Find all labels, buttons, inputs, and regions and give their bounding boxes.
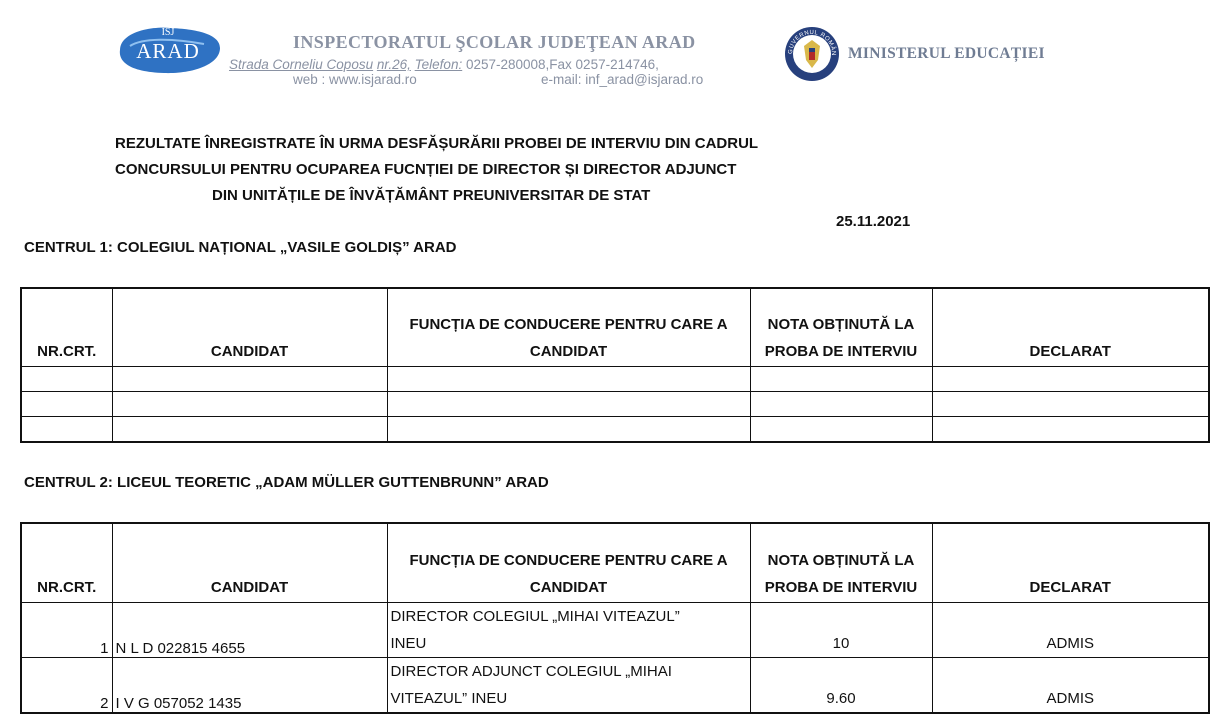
cell-nr: 1 — [21, 602, 112, 657]
address-street: Strada Corneliu Coposu — [229, 57, 374, 72]
header-functia-line-2: CANDIDAT — [529, 578, 608, 596]
isj-arad-logo — [112, 24, 224, 76]
cell-declarat: ADMIS — [932, 657, 1209, 713]
cell-functia-line-2: INEU — [390, 634, 427, 652]
phone-fax: 0257-280008,Fax 0257-214746, — [465, 57, 659, 72]
institution-web: web : www.isjarad.ro — [293, 72, 417, 87]
table-row — [21, 391, 1209, 416]
centre-1-table — [20, 287, 1210, 443]
header-functia — [387, 523, 750, 602]
header-nota — [750, 523, 932, 602]
institution-address — [229, 57, 659, 72]
cell-functia — [387, 602, 750, 657]
header-functia — [387, 288, 750, 366]
table-row — [21, 416, 1209, 442]
address-number: nr.26, — [376, 57, 411, 72]
cell-functia-line-1: DIRECTOR COLEGIUL „MIHAI VITEAZUL” — [390, 607, 680, 625]
centre-2-table — [20, 522, 1210, 714]
cell-functia — [387, 657, 750, 713]
centre-1-title: CENTRUL 1: COLEGIUL NAȚIONAL „VASILE GOLDIȘ” ARAD — [24, 239, 457, 256]
header-nr: NR.CRT. — [21, 523, 112, 602]
document-title-line-3: DIN UNITĂȚILE DE ÎNVĂȚĂMÂNT PREUNIVERSITAR DE STAT — [212, 187, 651, 204]
cell-functia-line-2: VITEAZUL” INEU — [390, 689, 508, 707]
institution-email: e-mail: inf_arad@isjarad.ro — [541, 72, 704, 87]
table-row — [21, 366, 1209, 391]
header-nota — [750, 288, 932, 366]
ministry-name: MINISTERUL EDUCAȚIEI — [848, 45, 1045, 62]
header-nota-line-2: PROBA DE INTERVIU — [764, 342, 918, 360]
table-header-row — [21, 288, 1209, 366]
header-nota-line-2: PROBA DE INTERVIU — [764, 578, 918, 596]
table-row — [21, 602, 1209, 657]
cell-nr: 2 — [21, 657, 112, 713]
table-row — [21, 657, 1209, 713]
header-candidat: CANDIDAT — [112, 523, 387, 602]
phone-label: Telefon: — [414, 57, 463, 72]
header-nota-line-1: NOTA OBȚINUTĂ LA — [767, 551, 915, 569]
header-functia-line-2: CANDIDAT — [529, 342, 608, 360]
header-nr: NR.CRT. — [21, 288, 112, 366]
isj-logo-big-text: ARAD — [136, 39, 200, 63]
government-seal — [784, 26, 840, 82]
isj-logo-small-text: ISJ — [161, 27, 175, 38]
cell-candidat: I V G 057052 1435 — [112, 657, 387, 713]
header-functia-line-1: FUNCȚIA DE CONDUCERE PENTRU CARE A — [409, 315, 728, 333]
table-header-row — [21, 523, 1209, 602]
header-declarat: DECLARAT — [932, 288, 1209, 366]
cell-candidat: N L D 022815 4655 — [112, 602, 387, 657]
cell-declarat: ADMIS — [932, 602, 1209, 657]
centre-2-title: CENTRUL 2: LICEUL TEORETIC „ADAM MÜLLER GUTTENBRUNN” ARAD — [24, 474, 549, 491]
header-functia-line-1: FUNCȚIA DE CONDUCERE PENTRU CARE A — [409, 551, 728, 569]
document-title-line-1: REZULTATE ÎNREGISTRATE ÎN URMA DESFĂȘURĂRII PROBEI DE INTERVIU DIN CADRUL — [115, 135, 759, 152]
header-candidat: CANDIDAT — [112, 288, 387, 366]
seal-text: GUVERNUL ROMÂN — [787, 29, 837, 56]
header-declarat: DECLARAT — [932, 523, 1209, 602]
institution-name: INSPECTORATUL ŞCOLAR JUDEŢEAN ARAD — [293, 32, 696, 52]
document-title-line-2: CONCURSULUI PENTRU OCUPAREA FUCNȚIEI DE DIRECTOR ȘI DIRECTOR ADJUNCT — [115, 161, 737, 178]
cell-nota: 10 — [750, 602, 932, 657]
cell-functia-line-1: DIRECTOR ADJUNCT COLEGIUL „MIHAI — [390, 662, 672, 680]
cell-nota: 9.60 — [750, 657, 932, 713]
seal-icon — [784, 26, 840, 82]
header-nota-line-1: NOTA OBȚINUTĂ LA — [767, 315, 915, 333]
document-date: 25.11.2021 — [836, 213, 911, 230]
